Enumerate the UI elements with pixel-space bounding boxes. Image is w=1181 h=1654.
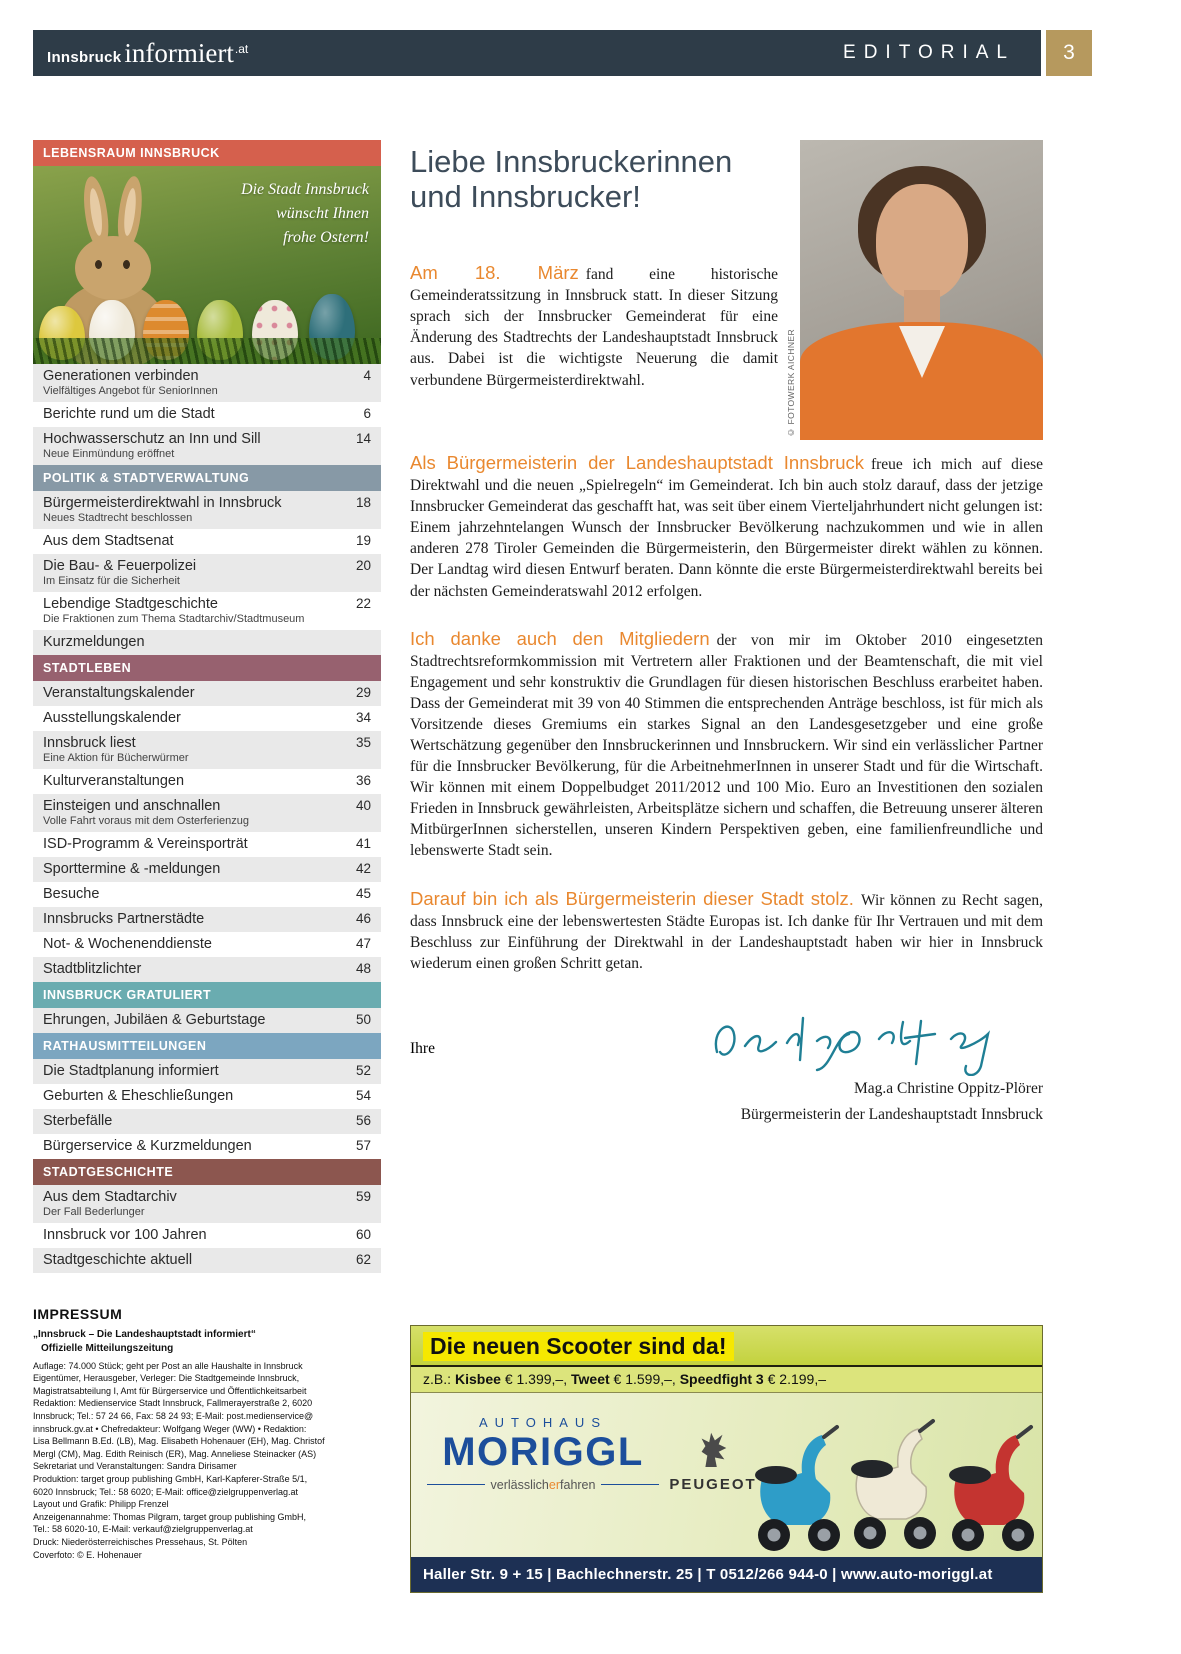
toc-entry <box>33 1008 381 1033</box>
ad-price-item <box>571 1371 680 1387</box>
toc-entry-title: Innsbruck liest <box>43 735 136 751</box>
toc-entry-page: 18 <box>355 495 371 510</box>
toc-entry-page: 59 <box>355 1189 371 1204</box>
section-label: EDITORIAL <box>843 42 1015 63</box>
toc-entry-title: Sporttermine & -meldungen <box>43 861 221 877</box>
toc-entry <box>33 592 381 630</box>
photo-credit: © FOTOWERK AICHNER <box>786 329 796 438</box>
impressum-line: 6020 Innsbruck; Tel.: 58 6020; E-Mail: office@zielgruppenverlag.at <box>33 1486 298 1497</box>
toc-entry-title: Ausstellungskalender <box>43 710 181 726</box>
toc-entry-page: 20 <box>355 558 371 573</box>
paragraph <box>410 886 1043 974</box>
paragraph <box>410 626 1043 862</box>
impressum-line: Coverfoto: © E. Hohenauer <box>33 1549 142 1560</box>
ad-model-name: Kisbee <box>455 1371 501 1387</box>
paragraph-lead: Darauf bin ich als Bürgermeisterin dieser Stadt stolz. <box>410 887 854 909</box>
ad-headline: Die neuen Scooter sind da! <box>423 1332 734 1361</box>
toc-entry <box>33 857 381 882</box>
toc-list-stadtleben <box>33 681 381 982</box>
impressum-line: Lisa Bellmann B.Ed. (LB), Mag. Elisabeth Hohenauer (EH), Mag. Christof <box>33 1436 325 1447</box>
page-number-badge: 3 <box>1046 30 1092 76</box>
ad-model-name: Tweet <box>571 1371 610 1387</box>
ad-model-name: Speedfight 3 <box>679 1371 764 1387</box>
toc-entry <box>33 364 381 402</box>
impressum-line: Sekretariat und Veranstaltungen: Sandra Dirisamer <box>33 1461 237 1472</box>
toc-entry <box>33 1185 381 1223</box>
toc-entry-page: 48 <box>355 961 371 976</box>
toc-entry <box>33 907 381 932</box>
toc-entry-page: 47 <box>355 936 371 951</box>
toc-entry-subtitle: Neue Einmündung eröffnet <box>43 448 175 460</box>
impressum-line: Eigentümer, Herausgeber, Verleger: Die Stadtgemeinde Innsbruck, <box>33 1373 300 1384</box>
paragraph-lead: Ich danke auch den Mitgliedern <box>410 627 710 649</box>
toc-entry-subtitle: Im Einsatz für die Sicherheit <box>43 575 180 587</box>
ad-price-items <box>455 1371 826 1387</box>
section-header-gratuliert: INNSBRUCK GRATULIERT <box>33 982 381 1008</box>
brand-logo <box>47 37 249 68</box>
toc-entry-title: Ehrungen, Jubiläen & Geburtstage <box>43 1012 266 1028</box>
easter-caption-line: frohe Ostern! <box>282 229 369 246</box>
signature <box>699 1004 1039 1076</box>
toc-entry-page: 56 <box>355 1113 371 1128</box>
toc-entry-title: Geburten & Eheschließungen <box>43 1088 234 1104</box>
impressum-line: Redaktion: Medienservice Stadt Innsbruck, Fallmerayerstraße 2, 6020 <box>33 1398 313 1409</box>
toc-entry <box>33 1248 381 1273</box>
toc-entry <box>33 491 381 529</box>
toc-entry-title: Die Bau- & Feuerpolizei <box>43 558 197 574</box>
toc-entry-title: Bürgerservice & Kurzmeldungen <box>43 1138 252 1154</box>
brand-name: informiert <box>124 37 234 68</box>
toc-entry-title: Innsbrucks Partnerstädte <box>43 911 205 927</box>
toc-entry <box>33 529 381 554</box>
toc-list-stadtgeschichte <box>33 1185 381 1273</box>
toc-entry-title: Lebendige Stadtgeschichte <box>43 596 218 612</box>
section-header-stadtleben: STADTLEBEN <box>33 655 381 681</box>
ad-price-item <box>455 1371 571 1387</box>
toc-list-gratuliert <box>33 1008 381 1033</box>
toc-entry-title: Not- & Wochenenddienste <box>43 936 213 952</box>
toc-entry <box>33 681 381 706</box>
ad-model-price: € 2.199,– <box>767 1371 826 1387</box>
toc-entry-title: Kurzmeldungen <box>43 634 145 650</box>
toc-entry-page: 4 <box>363 368 371 383</box>
toc-entry-page: 35 <box>355 735 371 750</box>
paragraph-text: Wir können zu Recht sagen, dass Innsbruck eine der lebenswertesten Städte Europas ist. Ich danke für Ihr Vertrauen und mit dem Beschluss zur Einführung der Direktwahl in der Landeshauptstadt haben wir hier in Innsbruck wiederum einen großen Schritt getan. <box>410 891 1043 972</box>
toc-entry-page: 62 <box>355 1252 371 1267</box>
toc-entry-page: 57 <box>355 1138 371 1153</box>
toc-entry-title: ISD-Programm & Vereinsporträt <box>43 836 248 852</box>
grass <box>33 338 381 364</box>
toc-entry-title: Generationen verbinden <box>43 368 199 384</box>
toc-entry-page: 50 <box>355 1012 371 1027</box>
ad-model-price: € 1.399,– <box>504 1371 564 1387</box>
impressum-line: Auflage: 74.000 Stück; geht per Post an alle Haushalte in Innsbruck <box>33 1360 303 1371</box>
toc-entry <box>33 427 381 465</box>
toc-entry <box>33 769 381 794</box>
brand-tld: .at <box>234 41 249 56</box>
toc-entry-page: 41 <box>355 836 371 851</box>
dealer-tagline <box>427 1478 659 1492</box>
toc-entry <box>33 1109 381 1134</box>
impressum-line: Tel.: 58 6020-10, E-Mail: verkauf@zielgruppenverlag.at <box>33 1524 253 1535</box>
tagline-pre: verlässlich <box>490 1477 549 1492</box>
toc-entry-title: Berichte rund um die Stadt <box>43 406 215 422</box>
toc-entry-title: Aus dem Stadtsenat <box>43 533 174 549</box>
toc-entry-title: Innsbruck vor 100 Jahren <box>43 1227 207 1243</box>
toc-entry-page: 14 <box>355 431 371 446</box>
toc-entry-subtitle: Vielfältiges Angebot für SeniorInnen <box>43 385 218 397</box>
toc-entry-page: 36 <box>355 773 371 788</box>
easter-caption-line: Die Stadt Innsbruck <box>241 181 369 198</box>
toc-entry-title: Veranstaltungskalender <box>43 685 195 701</box>
closing-block <box>410 1004 1043 1127</box>
impressum <box>33 1305 381 1561</box>
brand-city: Innsbruck <box>47 48 122 66</box>
section-header-rathaus: RATHAUSMITTEILUNGEN <box>33 1033 381 1059</box>
impressum-subtitle-1: „Innsbruck – Die Landeshauptstadt informiert“ <box>33 1328 256 1340</box>
toc-entry <box>33 794 381 832</box>
impressum-line: Mergl (CM), Mag. Edith Reinisch (ER), Mag. Anneliese Steinacker (AS) <box>33 1448 317 1459</box>
bunny-head <box>75 236 151 300</box>
dealer-type: AUTOHAUS <box>479 1415 607 1430</box>
toc-entry-title: Die Stadtplanung informiert <box>43 1063 219 1079</box>
toc-entry-page: 46 <box>355 911 371 926</box>
toc-entry-subtitle: Die Fraktionen zum Thema Stadtarchiv/Stadtmuseum <box>43 613 305 625</box>
ad-header <box>411 1326 1042 1367</box>
ad-model-price: € 1.599,– <box>613 1371 672 1387</box>
toc-entry <box>33 706 381 731</box>
impressum-line: Anzeigenannahme: Thomas Pilgram, target group publishing GmbH, <box>33 1511 306 1522</box>
toc-entry <box>33 957 381 982</box>
impressum-title: IMPRESSUM <box>33 1306 123 1322</box>
toc-entry-title: Kulturveranstaltungen <box>43 773 185 789</box>
toc-entry-page: 42 <box>355 861 371 876</box>
page-title: Liebe Innsbruckerinnen und Innsbrucker! <box>410 144 733 215</box>
dealer-name: MORIGGL <box>442 1430 644 1474</box>
toc-entry-page: 19 <box>355 533 371 548</box>
toc-entry <box>33 630 381 655</box>
toc-entry <box>33 402 381 427</box>
toc-list-lebensraum <box>33 364 381 465</box>
brand-wordmark: PEUGEOT <box>669 1476 757 1493</box>
salutation: Ihre <box>410 1039 435 1057</box>
ad-address-bar: Haller Str. 9 + 15 | Bachlechnerstr. 25 | T 0512/266 944-0 | www.auto-moriggl.at <box>411 1557 1042 1592</box>
impressum-subtitle-2: Offizielle Mitteilungszeitung <box>41 1342 174 1354</box>
ad-body <box>411 1393 1042 1557</box>
toc-entry-title: Hochwasserschutz an Inn und Sill <box>43 431 261 447</box>
impressum-lines <box>33 1360 381 1562</box>
easter-photo <box>33 166 381 364</box>
toc-entry-subtitle: Der Fall Bederlunger <box>43 1206 145 1218</box>
toc-entry <box>33 731 381 769</box>
toc-entry-page: 54 <box>355 1088 371 1103</box>
toc-entry-page: 22 <box>355 596 371 611</box>
paragraph-text: fand eine historische Gemeinderatssitzung in Innsbruck statt. In dieser Sitzung sprach sich der Innsbrucker Gemeinderat für eine Änderung des Stadtrechts der Landeshauptstadt Innsbruck aus. Dabei ist die wichtigste Neuerung die damit verbundene Bürgermeisterdirektwahl. <box>410 266 778 389</box>
toc-entry-page: 29 <box>355 685 371 700</box>
scooters-illustration <box>748 1407 1040 1555</box>
impressum-line: Produktion: target group publishing GmbH, Karl-Kapferer-Straße 5/1, <box>33 1473 308 1484</box>
toc-entry-title: Sterbefälle <box>43 1113 113 1129</box>
sidebar <box>33 140 381 1561</box>
toc-entry <box>33 1059 381 1084</box>
editorial-column <box>410 140 1043 1127</box>
masthead-bar <box>33 30 1041 76</box>
toc-entry-page: 52 <box>355 1063 371 1078</box>
ad-price-line <box>411 1367 1042 1393</box>
toc-entry-page: 34 <box>355 710 371 725</box>
toc-entry <box>33 882 381 907</box>
toc-entry <box>33 1134 381 1159</box>
toc-entry-page: 60 <box>355 1227 371 1242</box>
toc-entry-title: Stadtgeschichte aktuell <box>43 1252 193 1268</box>
impressum-line: Layout und Grafik: Philipp Frenzel <box>33 1499 169 1510</box>
toc-entry-page: 40 <box>355 798 371 813</box>
section-header-stadtgeschichte: STADTGESCHICHTE <box>33 1159 381 1185</box>
paragraph-text: der von mir im Oktober 2010 eingesetzten Stadtrechtsreformkommission mit Vertretern aller Fraktionen und der Beamtenschaft, die mit viel Engagement und sehr konstruktiv die Grundlagen für diesen historischen Beschluss erarbeitet haben. Dass der Gemeinderat mit 39 von 40 Stimmen die entsprechenden Anträge beschloss, ist für mich als Vorsitzende dieses Gremiums ein starkes Signal an den Landesgesetzgeber und eine große Wertschätzung gegenüber den Innsbruckerinnen und Innsbruckern. Wir sind ein verlässlicher Partner für die Innsbrucker Bevölkerung, für die ArbeitnehmerInnen in unserer Stadt und für die Wirtschaft. Wir können mit einem Doppelbudget 2011/2012 und 100 Mio. Euro an Investitionen den sozialen Frieden in Innsbruck gewährleisten, Arbeitsplätze sichern und schaffen, die Betreuung unserer älteren MitbürgerInnen sicherstellen, unseren Kindern Perspektiven geben, eine familienfreundliche und lebenswerte Stadt sein. <box>410 631 1043 860</box>
paragraph-lead: Am 18. März <box>410 262 579 284</box>
dealer-block <box>427 1415 659 1492</box>
peugeot-lion-icon <box>694 1427 732 1469</box>
impressum-line: Druck: Niederösterreichisches Pressehaus, St. Pölten <box>33 1536 248 1547</box>
tagline-mid: er <box>548 1477 561 1492</box>
impressum-line: Magistratsabteilung I, Amt für Bürgerservice und Öffentlichkeitsarbeit <box>33 1385 307 1396</box>
toc-entry-subtitle: Volle Fahrt voraus mit dem Osterferienzug <box>43 815 250 827</box>
impressum-line: innsbruck.gv.at • Chefredakteur: Wolfgang Weger (WW) • Redaktion: <box>33 1423 307 1434</box>
toc-list-politik <box>33 491 381 655</box>
tagline-post: fahren <box>560 1477 596 1492</box>
toc-entry <box>33 1223 381 1248</box>
toc-entry-subtitle: Neues Stadtrecht beschlossen <box>43 512 193 524</box>
signer-role: Bürgermeisterin der Landeshauptstadt Innsbruck <box>740 1105 1043 1123</box>
signer-name: Mag.a Christine Oppitz-Plörer <box>854 1079 1043 1097</box>
impressum-line: Innsbruck; Tel.: 57 24 66, Fax: 58 24 93; E-Mail: post.medienservice@ <box>33 1410 314 1421</box>
toc-entry-title: Bürgermeisterdirektwahl in Innsbruck <box>43 495 282 511</box>
toc-entry-page: 6 <box>363 406 371 421</box>
toc-entry-title: Besuche <box>43 886 100 902</box>
ad-price-item <box>680 1371 826 1387</box>
brand-block <box>667 1427 759 1493</box>
toc-entry <box>33 832 381 857</box>
section-header-lebensraum: LEBENSRAUM INNSBRUCK <box>33 140 381 166</box>
toc-entry-title: Stadtblitzlichter <box>43 961 142 977</box>
toc-entry <box>33 1084 381 1109</box>
toc-entry-title: Aus dem Stadtarchiv <box>43 1189 177 1205</box>
paragraph <box>410 450 1043 602</box>
toc-entry-title: Einsteigen und anschnallen <box>43 798 221 814</box>
toc-entry <box>33 554 381 592</box>
easter-caption-line: wünscht Ihnen <box>276 205 369 222</box>
toc-entry <box>33 932 381 957</box>
easter-caption <box>241 178 369 250</box>
toc-entry-subtitle: Eine Aktion für Bücherwürmer <box>43 752 189 764</box>
portrait-photo <box>786 140 1043 440</box>
ad-price-prefix: z.B.: <box>423 1371 452 1387</box>
paragraph-lead: Als Bürgermeisterin der Landeshauptstadt Innsbruck <box>410 452 864 473</box>
toc-entry-page: 45 <box>355 886 371 901</box>
section-header-politik: POLITIK & STADTVERWALTUNG <box>33 465 381 491</box>
portrait-face <box>876 184 968 300</box>
paragraph-text: freue ich mich auf diese Direktwahl und die neuen „Spielregeln“ im Gemeinderat. Ich bin auch stolz darauf, dass der jetzige Innsbrucker Gemeinderat das geschafft hat, was seit über einem Vierteljahrhundert nicht gelungen ist: Einem jahrzehntelangen Wunsch der Innsbrucker Bevölkerung nachzukommen und wie in allen anderen 278 Tiroler Gemeinden die Bürgermeisterin, den Bürgermeister direkt wählen zu können. Der Landtag wird diesen Entwurf beraten. Dann könnte die erste Bürgermeisterdirektwahl bereits bei der nächsten Gemeinderatswahl 2012 erfolgen. <box>410 456 1043 600</box>
advertisement <box>410 1325 1043 1593</box>
toc-list-rathaus <box>33 1059 381 1159</box>
